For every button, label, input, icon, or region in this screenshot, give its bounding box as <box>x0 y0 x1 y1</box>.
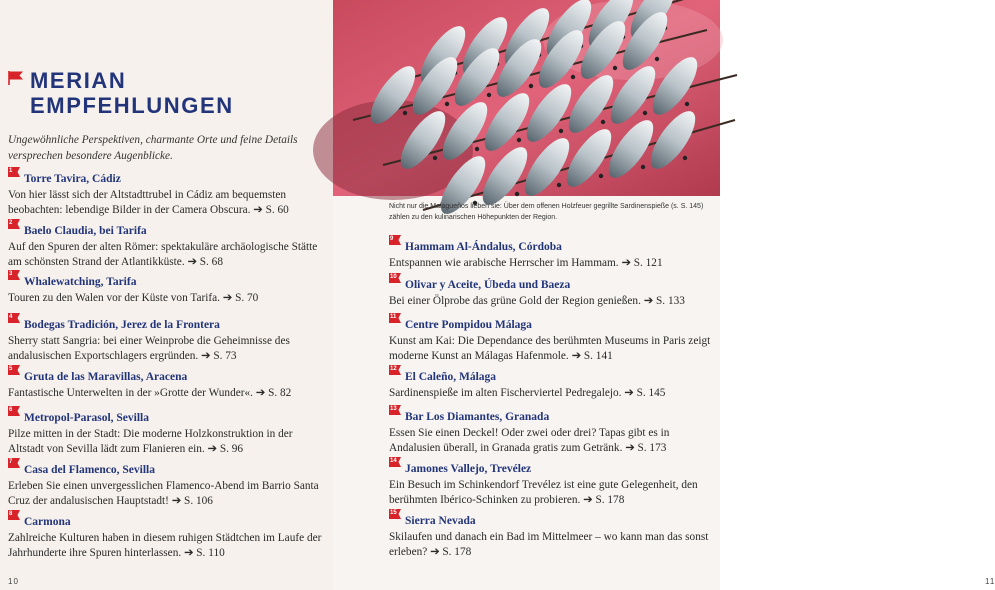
item-description: Erleben Sie einen unvergesslichen Flamenco-Abend im Barrio Santa Cruz der andalusischen Hauptstadt! ➔ S. 106 <box>8 479 319 507</box>
recommendation-item <box>8 513 324 562</box>
item-number: 5 <box>9 366 13 372</box>
item-number: 15 <box>390 510 397 516</box>
item-heading <box>389 238 713 256</box>
recommendation-item <box>389 238 713 271</box>
sardine-eye <box>517 138 521 142</box>
item-heading <box>8 273 324 291</box>
recommendation-item <box>389 460 713 509</box>
item-number: 12 <box>390 366 397 372</box>
item-description: Touren zu den Walen vor der Küste von Tarifa. ➔ S. 70 <box>8 291 259 304</box>
sardine-eye <box>559 129 563 133</box>
sardine-eye <box>683 156 687 160</box>
numbered-flag-icon <box>8 313 20 323</box>
item-title: Bodegas Tradición, Jerez de la Frontera <box>24 319 220 331</box>
numbered-flag-icon <box>8 219 20 229</box>
item-number: 2 <box>9 220 13 226</box>
item-title: Jamones Vallejo, Trevélez <box>405 463 532 475</box>
item-heading <box>8 513 324 531</box>
item-title: Carmona <box>24 516 71 528</box>
right-page <box>333 0 995 590</box>
item-description: Pilze mitten in der Stadt: Die moderne Holzkonstruktion in der Altstadt von Sevilla lädt zum Flanieren ein. ➔ S. 96 <box>8 427 293 455</box>
item-description: Fantastische Unterwelten in der »Grotte der Wunder«. ➔ S. 82 <box>8 386 292 399</box>
recommendation-item <box>8 170 324 219</box>
item-heading <box>389 276 713 294</box>
item-title: Bar Los Diamantes, Granada <box>405 411 550 423</box>
sardine-eye <box>487 93 491 97</box>
sardine-eye <box>433 156 437 160</box>
title-line-1: MERIAN <box>30 68 127 93</box>
numbered-flag-icon <box>8 406 20 416</box>
recommendation-item <box>8 222 324 271</box>
item-number: 9 <box>390 236 394 242</box>
item-heading <box>389 368 713 386</box>
numbered-flag-icon <box>389 457 401 467</box>
sardine-skewers-photo <box>333 0 720 196</box>
photo-caption: Nicht nur die Malagueños lieben sie: Über dem offenen Holzfeuer gegrillte Sardinenspieße (s. S. 145) zählen zu den kulinarischen Höhepunkten der Region. <box>389 203 704 221</box>
page-number-right: 11 <box>985 577 995 586</box>
flag-icon <box>8 71 24 85</box>
item-description: Sherry statt Sangria: bei einer Weinprobe die Geheimnisse des andalusischen Exportschlagers ergründen. ➔ S. 73 <box>8 334 290 362</box>
sardine-eye <box>515 192 519 196</box>
sardine-eye <box>571 75 575 79</box>
item-number: 14 <box>390 458 397 464</box>
item-title: Centre Pompidou Málaga <box>405 319 532 331</box>
sardine-eye <box>643 111 647 115</box>
recommendation-item <box>389 368 713 401</box>
numbered-flag-icon <box>8 167 20 177</box>
numbered-flag-icon <box>8 458 20 468</box>
item-heading <box>389 316 713 334</box>
item-description: Skilaufen und danach ein Bad im Mittelmeer – wo kann man das sonst erleben? ➔ S. 178 <box>389 530 709 558</box>
item-heading <box>8 222 324 240</box>
sardine-eye <box>641 165 645 169</box>
sardine-eye <box>445 102 449 106</box>
recommendation-item <box>389 512 713 561</box>
recommendation-item <box>389 276 713 309</box>
numbered-flag-icon <box>8 270 20 280</box>
recommendation-item <box>389 316 713 365</box>
sardine-eye <box>529 84 533 88</box>
item-description: Bei einer Ölprobe das grüne Gold der Region genießen. ➔ S. 133 <box>389 294 685 307</box>
title-line-2: EMPFEHLUNGEN <box>30 93 234 118</box>
item-description: Zahlreiche Kulturen haben in diesem ruhigen Städtchen im Laufe der Jahrhunderte ihre Spuren hinterlassen. ➔ S. 110 <box>8 531 322 559</box>
sardine-eye <box>475 147 479 151</box>
item-heading <box>8 368 324 386</box>
item-number: 7 <box>9 459 13 465</box>
sardine-eye <box>403 111 407 115</box>
item-number: 8 <box>9 511 13 517</box>
recommendation-item <box>8 409 324 458</box>
item-number: 10 <box>390 274 397 280</box>
item-number: 1 <box>9 168 13 174</box>
recommendation-item <box>8 273 324 306</box>
numbered-flag-icon <box>389 365 401 375</box>
numbered-flag-icon <box>8 510 20 520</box>
item-title: Metropol-Parasol, Sevilla <box>24 412 149 424</box>
sardine-eye <box>655 57 659 61</box>
item-number: 11 <box>390 314 397 320</box>
sardine-eye <box>601 120 605 124</box>
item-heading <box>8 409 324 427</box>
sardine-eye <box>599 174 603 178</box>
sardine-eye <box>557 183 561 187</box>
item-heading <box>8 316 324 334</box>
item-number: 4 <box>9 314 13 320</box>
item-description: Kunst am Kai: Die Dependance des berühmten Museums in Paris zeigt moderne Kunst an Málagas Hafenmole. ➔ S. 141 <box>389 334 711 362</box>
item-number: 13 <box>390 406 397 412</box>
numbered-flag-icon <box>389 405 401 415</box>
item-title: Baelo Claudia, bei Tarifa <box>24 225 147 237</box>
recommendation-item <box>8 461 324 510</box>
sardine-eye <box>685 102 689 106</box>
item-title: Sierra Nevada <box>405 515 476 527</box>
item-heading <box>8 461 324 479</box>
item-description: Auf den Spuren der alten Römer: spektakuläre archäologische Stätte am schönsten Strand der Atlantikküste. ➔ S. 68 <box>8 240 318 268</box>
recommendation-item <box>389 408 713 457</box>
page-title <box>30 68 234 118</box>
sardine-eye <box>613 66 617 70</box>
item-heading <box>8 170 324 188</box>
item-heading <box>389 460 713 478</box>
item-description: Von hier lässt sich der Altstadttrubel in Cádiz am bequemsten beobachten: lebendige Bilder in der Camera Obscura. ➔ S. 60 <box>8 188 289 216</box>
item-description: Entspannen wie arabische Herrscher im Hammam. ➔ S. 121 <box>389 256 663 269</box>
numbered-flag-icon <box>389 273 401 283</box>
item-description: Ein Besuch im Schinkendorf Trevélez ist eine gute Gelegenheit, den berühmten Ibérico-Schinken zu probieren. ➔ S. 178 <box>389 478 698 506</box>
item-description: Sardinenspieße im alten Fischerviertel Pedregalejo. ➔ S. 145 <box>389 386 666 399</box>
recommendation-item <box>8 316 324 365</box>
item-heading <box>389 512 713 530</box>
item-title: El Caleño, Málaga <box>405 371 497 383</box>
item-number: 3 <box>9 271 13 277</box>
numbered-flag-icon <box>389 509 401 519</box>
numbered-flag-icon <box>389 313 401 323</box>
item-title: Torre Tavira, Cádiz <box>24 173 121 185</box>
item-description: Essen Sie einen Deckel! Oder zwei oder drei? Tapas gibt es in Andalusien überall, in Granada gratis zum Getränk. ➔ S. 173 <box>389 426 670 454</box>
item-title: Whalewatching, Tarifa <box>24 276 137 288</box>
item-heading <box>389 408 713 426</box>
item-title: Casa del Flamenco, Sevilla <box>24 464 155 476</box>
intro-text: Ungewöhnliche Perspektiven, charmante Orte und feine Details versprechen besondere Augenblicke. <box>8 134 298 162</box>
item-title: Olivar y Aceite, Úbeda und Baeza <box>405 279 571 291</box>
item-number: 6 <box>9 407 13 413</box>
recommendation-item <box>8 368 324 401</box>
item-title: Hammam Al-Ándalus, Córdoba <box>405 241 562 253</box>
numbered-flag-icon <box>389 235 401 245</box>
numbered-flag-icon <box>8 365 20 375</box>
page-number-left: 10 <box>8 577 19 586</box>
item-title: Gruta de las Maravillas, Aracena <box>24 371 188 383</box>
left-page <box>0 0 333 590</box>
